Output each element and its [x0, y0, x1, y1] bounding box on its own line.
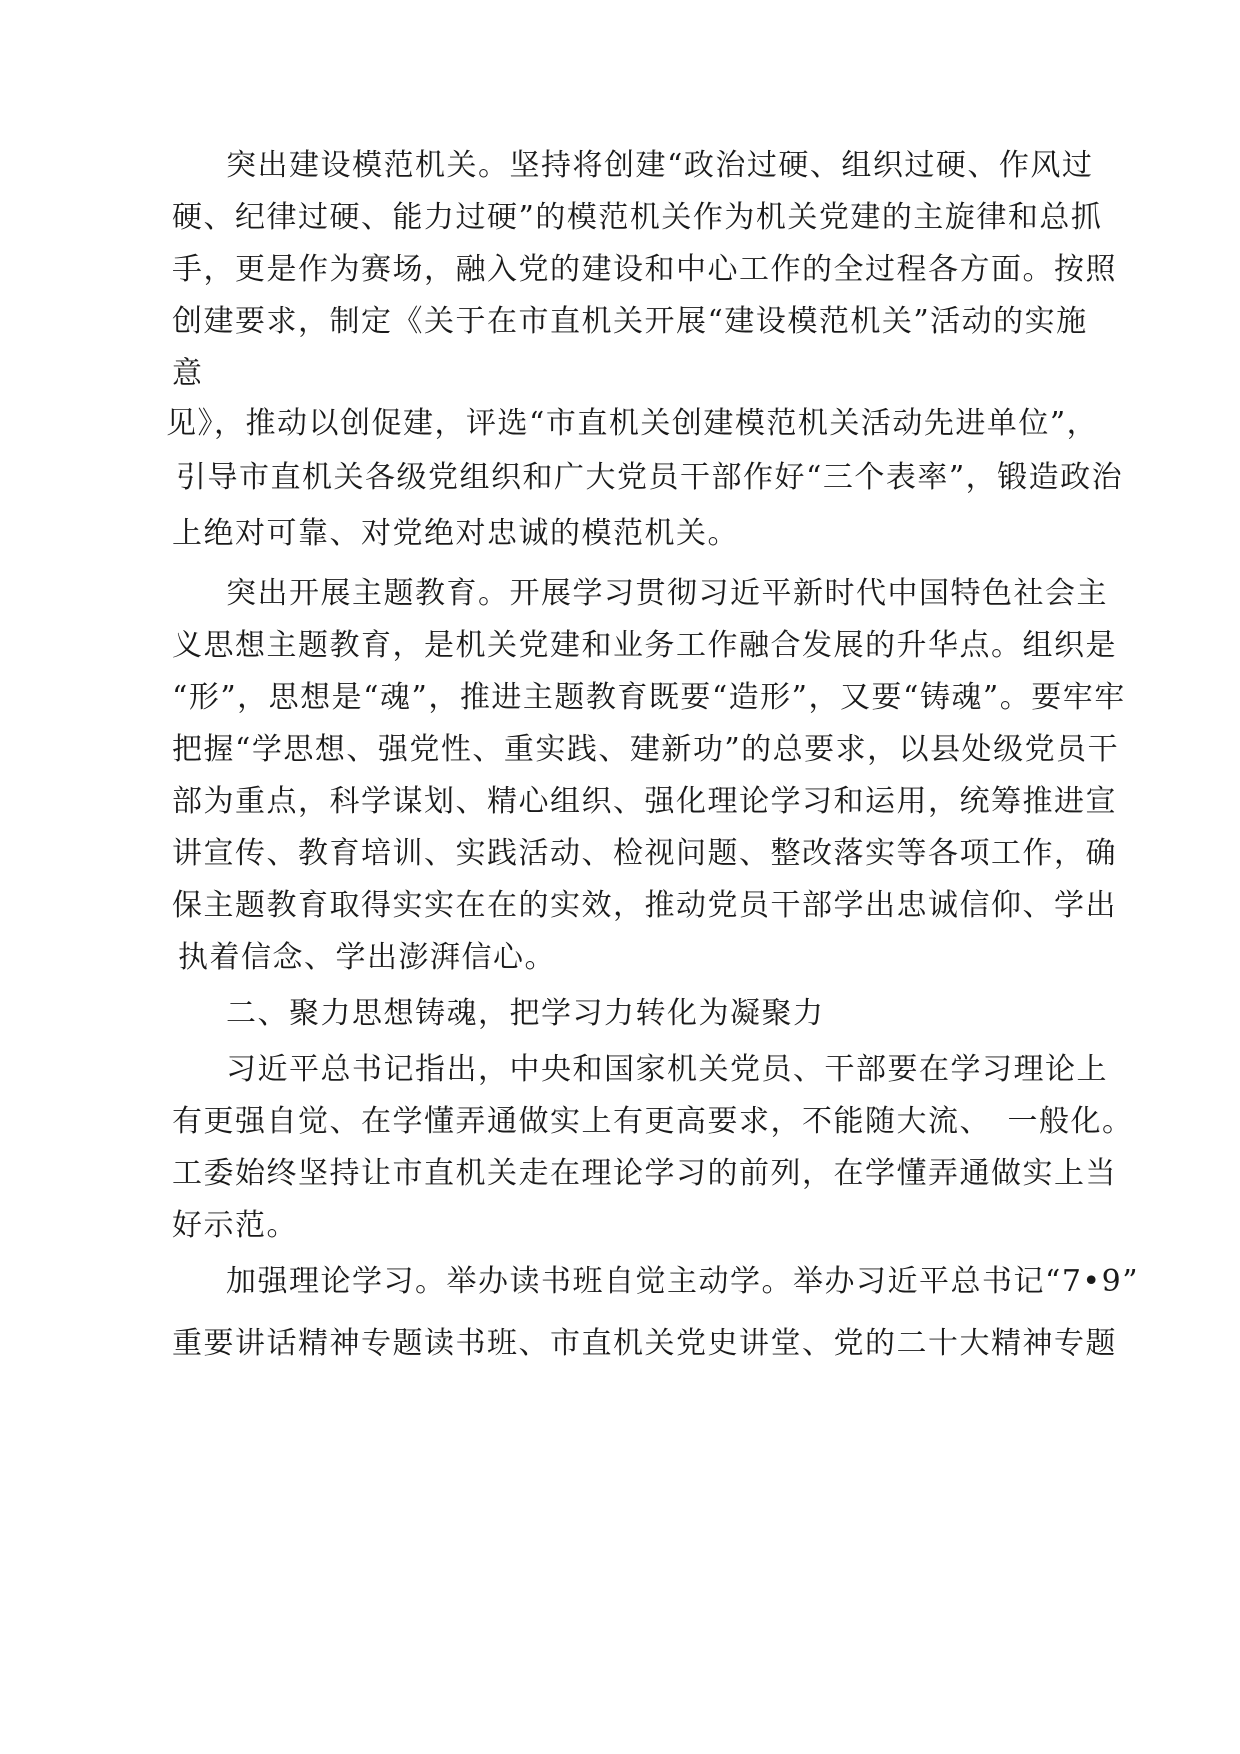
paragraph-line: 重要讲话精神专题读书班、市直机关党史讲堂、党的二十大精神专题: [172, 1326, 1117, 1361]
paragraph-line: 习近平总书记指出，中央和国家机关党员、干部要在学习理论上: [226, 1052, 1108, 1087]
paragraph-line: 讲宣传、教育培训、实践活动、检视问题、整改落实等各项工作，确: [172, 836, 1117, 871]
paragraph-line: 手，更是作为赛场，融入党的建设和中心工作的全过程各方面。按照: [172, 252, 1117, 287]
paragraph-line: 见》，推动以创促建，评选“市直机关创建模范机关活动先进单位”，: [166, 406, 1099, 441]
paragraph-line: “形”，思想是“魂”，推进主题教育既要“造形”，又要“铸魂”。要牢牢: [172, 680, 1126, 715]
paragraph-line: 义思想主题教育，是机关党建和业务工作融合发展的升华点。组织是: [172, 628, 1117, 663]
paragraph-line: 加强理论学习。举办读书班自觉主动学。举办习近平总书记“7•9”: [226, 1264, 1140, 1299]
paragraph-line: 引导市直机关各级党组织和广大党员干部作好“三个表率”，锻造政治: [176, 460, 1124, 495]
paragraph-line: 好示范。: [172, 1208, 298, 1243]
paragraph-line: 上绝对可靠、对党绝对忠诚的模范机关。: [172, 516, 739, 551]
paragraph-line: 突出开展主题教育。开展学习贯彻习近平新时代中国特色社会主: [226, 576, 1108, 611]
paragraph-line: 创建要求，制定《关于在市直机关开展“建设模范机关”活动的实施: [172, 304, 1088, 339]
paragraph-line: 保主题教育取得实实在在的实效，推动党员干部学出忠诚信仰、学出: [172, 888, 1117, 923]
paragraph-line: 意: [172, 356, 204, 391]
paragraph-line: 工委始终坚持让市直机关走在理论学习的前列，在学懂弄通做实上当: [172, 1156, 1117, 1191]
paragraph-line: 部为重点，科学谋划、精心组织、强化理论学习和运用，统筹推进宣: [172, 784, 1117, 819]
paragraph-line: 有更强自觉、在学懂弄通做实上有更高要求，不能随大流、 一般化。: [172, 1104, 1134, 1139]
paragraph-line: 突出建设模范机关。坚持将创建“政治过硬、组织过硬、作风过: [226, 148, 1094, 183]
paragraph-line: 硬、纪律过硬、能力过硬”的模范机关作为机关党建的主旋律和总抓: [172, 200, 1103, 235]
section-heading: 二、聚力思想铸魂，把学习力转化为凝聚力: [226, 996, 825, 1031]
paragraph-line: 把握“学思想、强党性、重实践、建新功”的总要求，以县处级党员干: [172, 732, 1120, 767]
paragraph-line: 执着信念、学出澎湃信心。: [178, 940, 556, 975]
